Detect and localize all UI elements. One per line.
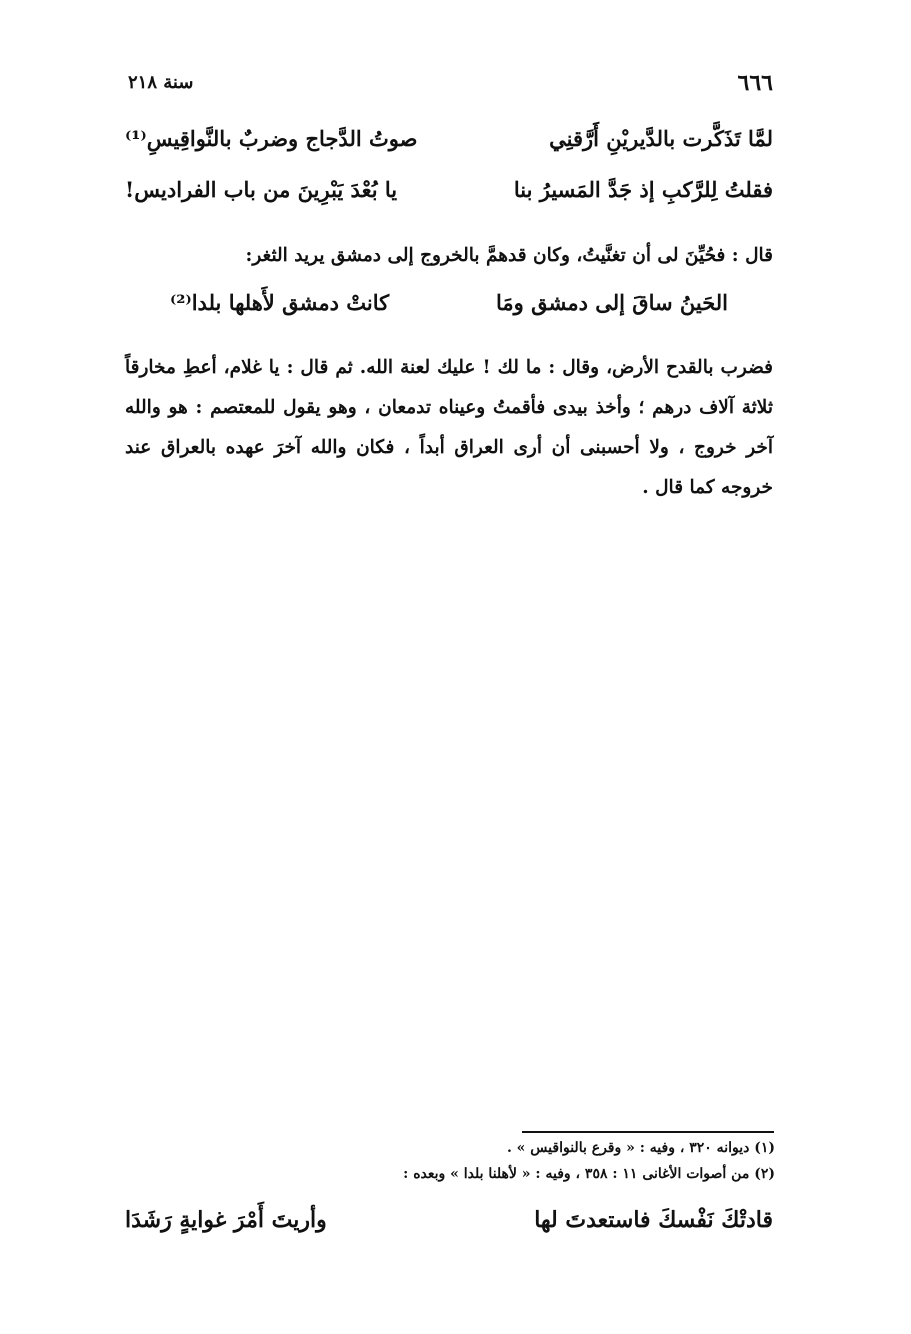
prose-paragraph: قال : فحُيِّنَ لى أن تغنَّيتُ، وكان قدهمَّ بالخروج إلى دمشق يريد الثغر:	[245, 245, 773, 266]
running-header-year: سنة ٢١٨	[128, 72, 194, 93]
verse-second-hemistich: كانتْ دمشق لأَهلها بلدا⁽²⁾	[170, 290, 390, 315]
verse-first-hemistich: قادتْكَ نَفْسكَ فاستعدتَ لها	[534, 1207, 773, 1233]
footnote: (٢) من أصوات الأغانى ١١ : ٣٥٨ ، وفيه : « لأهلنا بلدا » وبعده :	[403, 1166, 775, 1182]
verse-line	[125, 177, 773, 213]
verse-first-hemistich: لمَّا تَذَكَّرت بالدَّيريْنِ أَرَّقنِي	[549, 126, 773, 151]
verse-second-hemistich: يا بُعْدَ يَبْرِينَ من باب الفراديس!	[125, 177, 398, 202]
verse-second-hemistich: وأريتَ أَمْرَ غوايةٍ رَشَدَا	[125, 1207, 327, 1233]
footnote: (١) ديوانه ٣٢٠ ، وفيه : « وقرع بالنواقيس » .	[506, 1140, 775, 1156]
verse-first-hemistich: الحَينُ ساقَ إلى دمشق ومَا	[495, 290, 728, 315]
footnote-separator	[522, 1131, 774, 1133]
verse-line	[125, 290, 773, 326]
verse-line	[125, 126, 773, 162]
page-number: ٦٦٦	[737, 70, 773, 96]
verse-first-hemistich: فقلتُ لِلرَّكبِ إذ جَدَّ المَسيرُ بنا	[513, 177, 773, 202]
verse-second-hemistich: صوتُ الدَّجاج وضربٌ بالنَّواقِيسِ⁽¹⁾	[125, 126, 418, 151]
prose-paragraph: فضرب بالقدح الأرض، وقال : ما لك ! عليك لعنة الله. ثم قال : يا غلام، أعطِ مخارقاً ثلاثة آلاف درهم ؛ وأخذ بيدى فأقمتُ وعيناه تدمعان ، وهو يقول للمعتصم : هو والله آخر خروج ، ولا أحسبنى أن أرى العراق أبداً ، فكان والله آخرَ عهده بالعراق عند خروجه كما قال .	[125, 357, 773, 498]
